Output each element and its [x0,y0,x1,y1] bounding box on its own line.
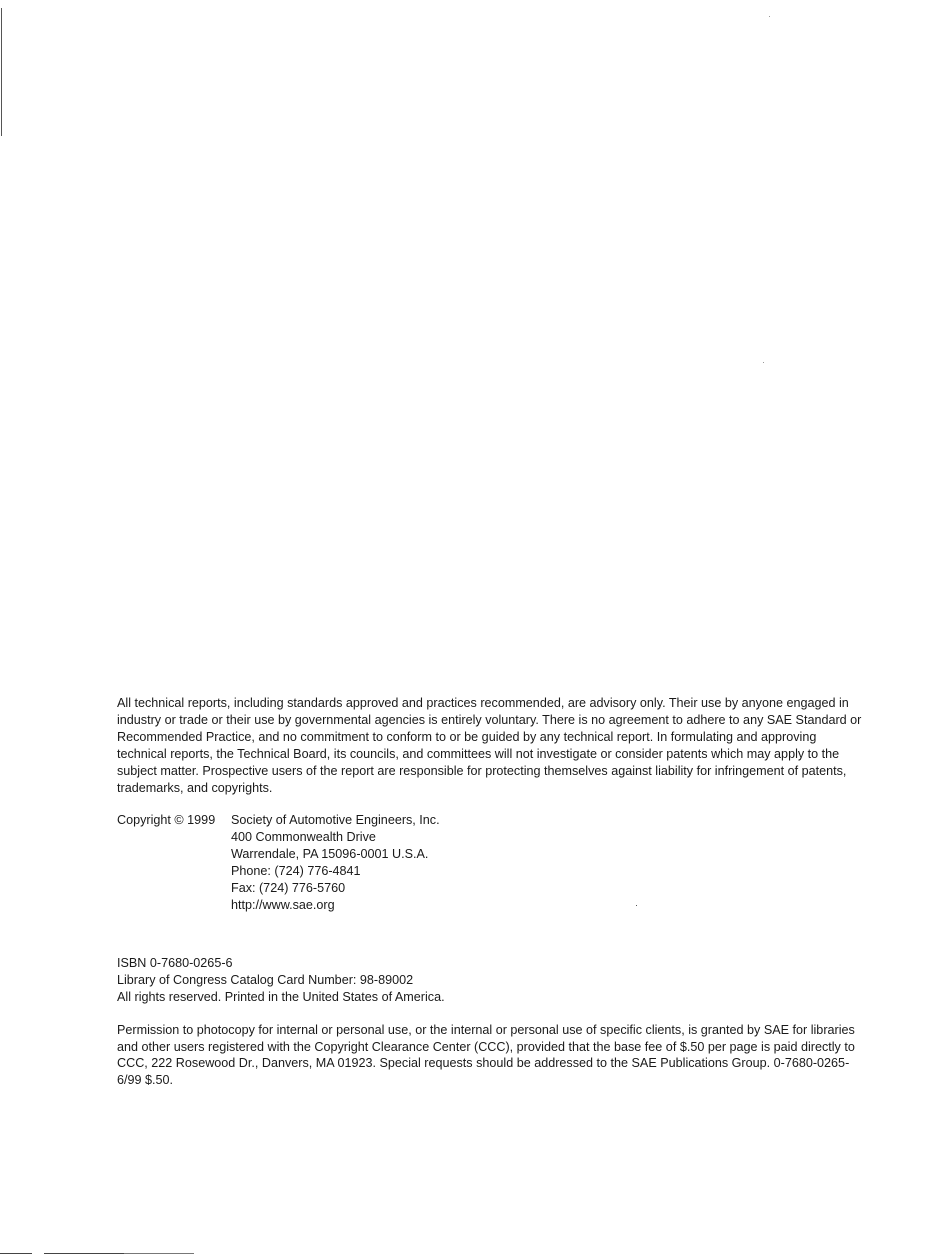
disclaimer-paragraph: All technical reports, including standards approved and practices recommended, are advisory only. Their use by anyone engaged in industry or trade or their use by governmental agencies is entirely voluntary. There is no agreement to adhere to any SAE Standard or Recommended Practice, and no commitment to conform to or be guided by any technical report. In formulating and approving technical reports, the Technical Board, its councils, and committees will not investigate or consider patents which may apply to the subject matter. Prospective users of the report are responsible for protecting themselves against liability for infringement of patents, trademarks, and copyrights. [117,696,862,795]
address-city: Warrendale, PA 15096-0001 U.S.A. [231,847,429,862]
fax-number: Fax: (724) 776-5760 [231,881,346,896]
rights-statement: All rights reserved. Printed in the United States of America. [117,989,445,1004]
scan-speck [763,362,764,363]
legal-notice [117,695,862,1089]
publisher-address [231,812,440,913]
isbn: ISBN 0-7680-0265-6 [117,955,233,970]
phone-number: Phone: (724) 776-4841 [231,864,361,879]
publisher-name: Society of Automotive Engineers, Inc. [231,813,440,828]
bottom-rule [44,1253,124,1254]
scan-speck [769,16,770,17]
address-street: 400 Commonwealth Drive [231,830,376,845]
scan-edge-mark [1,8,2,136]
website-url: http://www.sae.org [231,897,335,912]
bottom-rule [124,1253,194,1254]
permission-paragraph: Permission to photocopy for internal or personal use, or the internal or personal use of specific clients, is granted by SAE for libraries and other users registered with the Copyright Clearance Center (CCC), provided that the base fee of $.50 per page is paid directly to CCC, 222 Rosewood Dr., Danvers, MA 01923. Special requests should be addressed to the SAE Publications Group. 0-7680-0265-6/99 $.50. [117,1022,855,1088]
loc-catalog-number: Library of Congress Catalog Card Number: 98-89002 [117,972,414,987]
publication-info [117,955,862,1006]
copyright-block [117,812,862,913]
copyright-label: Copyright © 1999 [117,813,216,828]
bottom-rule [0,1253,32,1254]
